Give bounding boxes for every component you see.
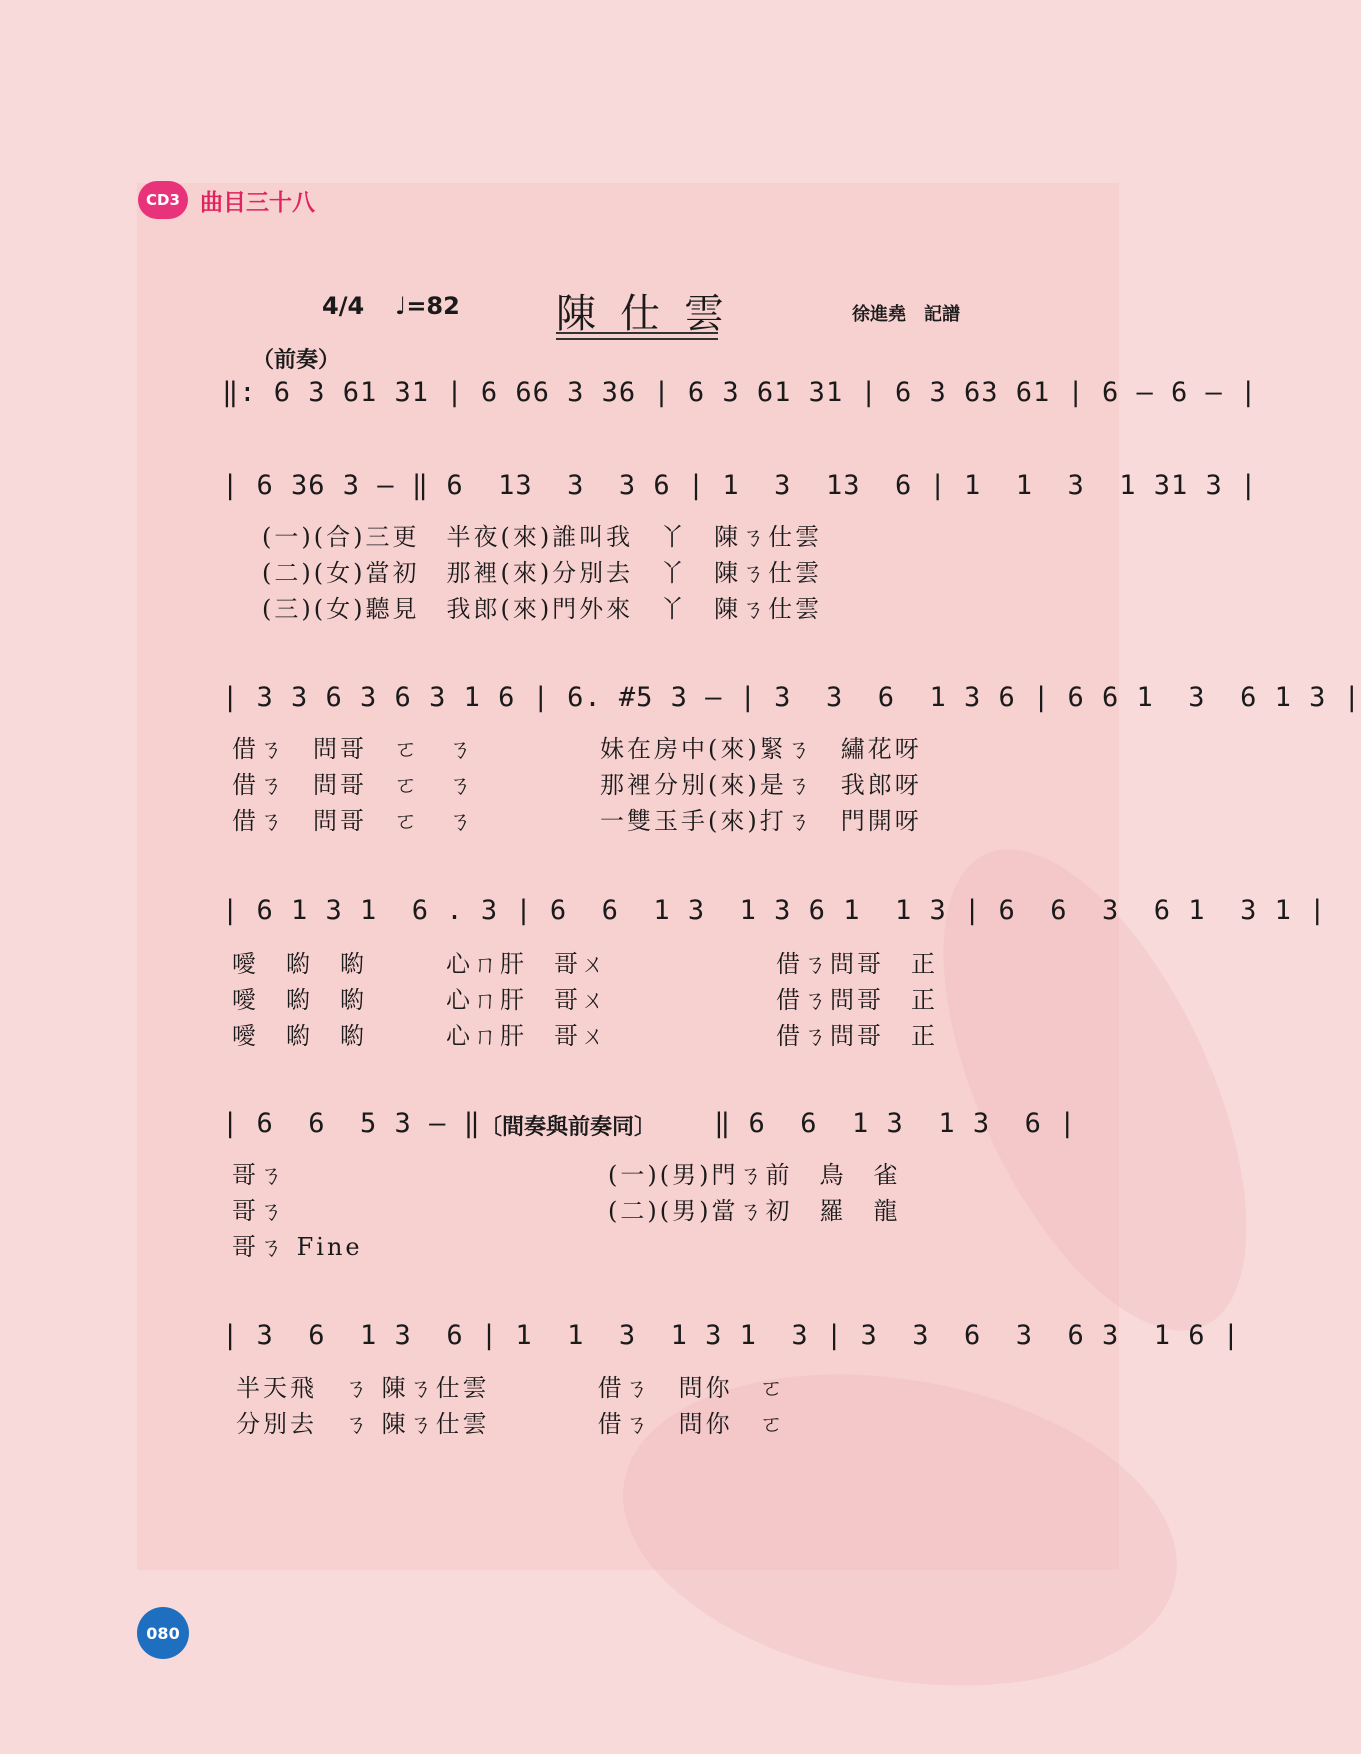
lyric-line: 一雙玉手(來)打ㄋ 門開呀 (600, 807, 922, 835)
lyric-line: (二)(女)當初 那裡(來)分別去 丫 陳ㄋ仕雲 (262, 559, 823, 587)
track-header (138, 180, 315, 220)
interlude-note: 〔間奏與前奏同〕 (480, 1115, 657, 1140)
lyric-line: 噯 喲 喲 (232, 986, 367, 1014)
cd-badge: CD3 (138, 181, 188, 219)
score-line-5-right: ‖ 6 6 1 3 1 3 6 | (714, 1108, 1077, 1139)
score-line-4: | 6 1 3 1 6 . 3 | 6 6 1 3 1 3 6 1 1 3 | 6 6 3 6 1 3 1 | (222, 895, 1327, 926)
page-number: 080 (137, 1607, 189, 1659)
lyric-line: 借ㄋ 問哥 ㄛ ㄋ (232, 807, 475, 835)
lyric-line: 借ㄋ 問哥 ㄛ ㄋ (232, 771, 475, 799)
title-underline (556, 332, 718, 340)
lyric-line: 借ㄋ 問哥 ㄛ ㄋ (232, 735, 475, 763)
lyric-line: 借ㄋ問哥 正 (776, 950, 938, 978)
lyric-line: 分別去 ㄋ 陳ㄋ仕雲 借ㄋ 問你 ㄛ (236, 1410, 787, 1438)
lyric-line: 妹在房中(來)緊ㄋ 繡花呀 (600, 735, 922, 763)
time-signature: 4/4 (322, 292, 365, 320)
song-title: 陳仕雲 (556, 291, 748, 337)
lyric-line: (一)(男)門ㄋ前 鳥 雀 (608, 1161, 901, 1189)
score-line-1: ‖: 6 3 61 31 | 6 66 3 36 | 6 3 61 31 | 6 3 63 61 | 6 — 6 — | (222, 377, 1258, 408)
lyric-line: 半天飛 ㄋ 陳ㄋ仕雲 借ㄋ 問你 ㄛ (236, 1374, 787, 1402)
notation-credit: 徐進堯 記譜 (852, 304, 960, 325)
score-line-2: | 6 36 3 — ‖ 6 13 3 3 6 | 1 3 13 6 | 1 1 3 1 31 3 | (222, 470, 1258, 501)
prelude-label: （前奏） (252, 347, 341, 373)
score-line-3: | 3 3 6 3 6 3 1 6 | 6. #5 3 — | 3 3 6 1 3 6 | 6 6 1 3 6 1 3 | (222, 682, 1361, 713)
lyric-line: 哥ㄋ Fine (232, 1233, 363, 1261)
lyric-line: 借ㄋ問哥 正 (776, 986, 938, 1014)
lyric-line: 噯 喲 喲 (232, 1022, 367, 1050)
lyric-line: (三)(女)聽見 我郎(來)門外來 丫 陳ㄋ仕雲 (262, 595, 823, 623)
lyric-line: 借ㄋ問哥 正 (776, 1022, 938, 1050)
lyric-line: 心ㄇ肝 哥ㄨ (446, 1022, 608, 1050)
score-line-6: | 3 6 1 3 6 | 1 1 3 1 3 1 3 | 3 3 6 3 6 3 1 6 | (222, 1320, 1241, 1351)
lyric-line: 哥ㄋ (232, 1161, 286, 1189)
lyric-line: 噯 喲 喲 (232, 950, 367, 978)
lyric-line: 心ㄇ肝 哥ㄨ (446, 986, 608, 1014)
tempo-marking: ♩=82 (395, 292, 460, 320)
score-line-5-left: | 6 6 5 3 — ‖ (222, 1108, 481, 1139)
lyric-line: (一)(合)三更 半夜(來)誰叫我 丫 陳ㄋ仕雲 (262, 523, 823, 551)
lyric-line: (二)(男)當ㄋ初 羅 龍 (608, 1197, 901, 1225)
lyric-line: 那裡分別(來)是ㄋ 我郎呀 (600, 771, 922, 799)
lyric-line: 心ㄇ肝 哥ㄨ (446, 950, 608, 978)
track-title: 曲目三十八 (200, 189, 315, 216)
lyric-line: 哥ㄋ (232, 1197, 286, 1225)
